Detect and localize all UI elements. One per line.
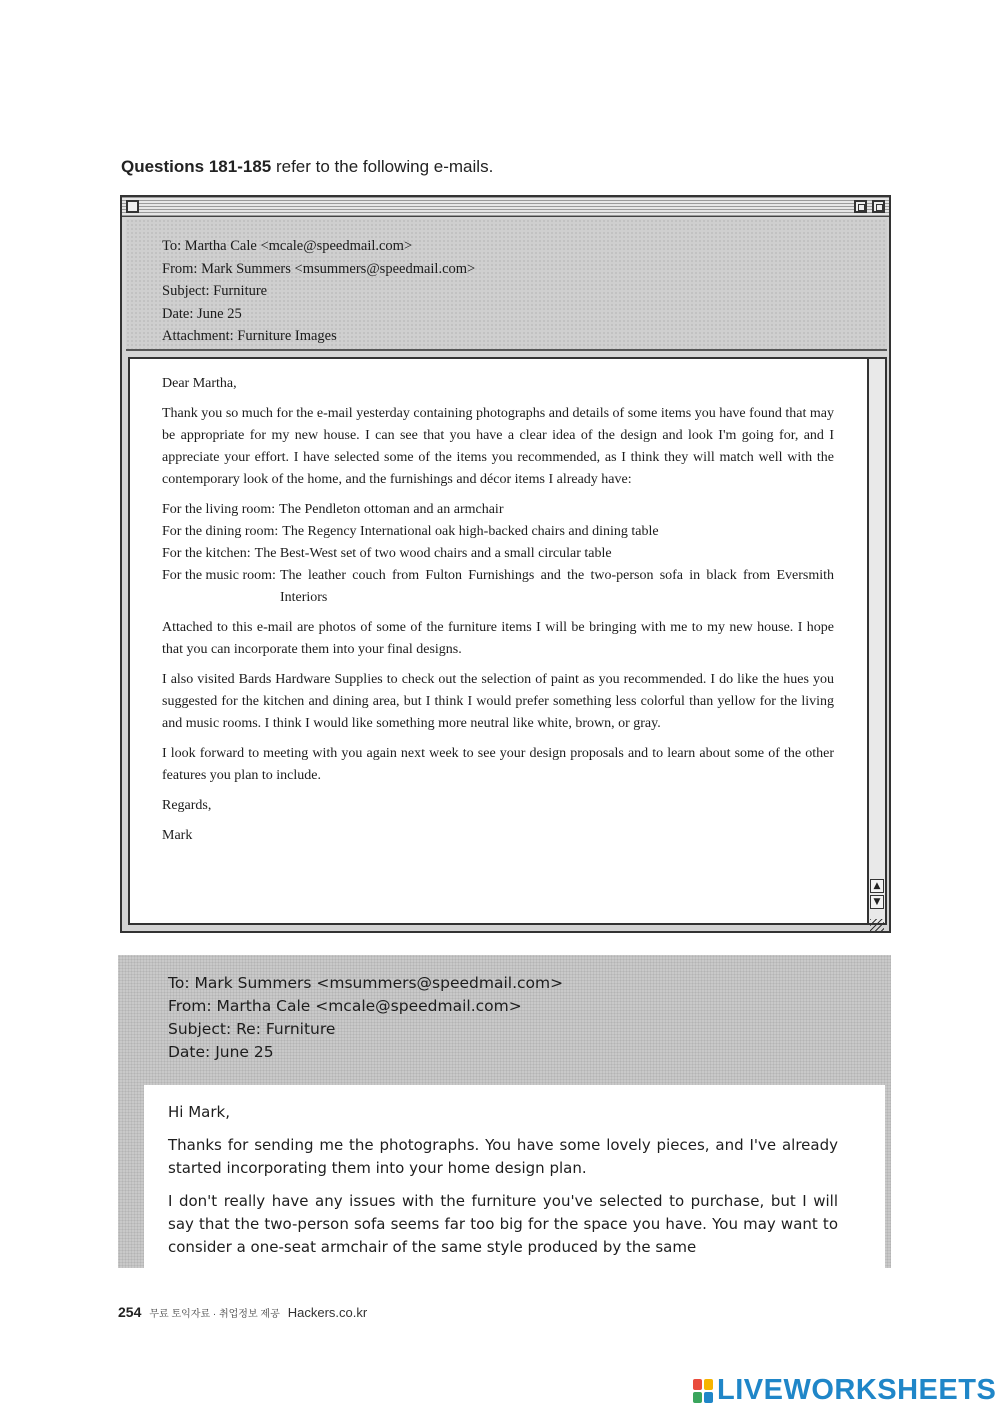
liveworksheets-logo-icon xyxy=(693,1379,713,1403)
footer-korean-text: 무료 토익자료 · 취업정보 제공 xyxy=(149,1309,280,1320)
email1-attachment: Attachment: Furniture Images xyxy=(162,328,337,344)
page-footer xyxy=(118,1304,367,1320)
email2-greeting: Hi Mark, xyxy=(168,1103,230,1121)
email1-header xyxy=(126,219,887,351)
email1-date: Date: June 25 xyxy=(162,305,242,322)
close-box-icon[interactable] xyxy=(126,200,139,213)
footer-site-link[interactable]: Hackers.co.kr xyxy=(287,1305,368,1320)
email1-subject: Subject: Furniture xyxy=(162,283,268,299)
window-titlebar[interactable] xyxy=(122,197,889,217)
logo-block xyxy=(704,1392,713,1403)
email1-window xyxy=(120,195,891,933)
zoom-box-icon[interactable] xyxy=(854,200,867,213)
email2-to: To: Mark Summers <msummers@speedmail.com> xyxy=(168,974,564,992)
email2-window xyxy=(118,955,891,1268)
list-item-label: For the living room: xyxy=(162,502,276,517)
email2-date: Date: June 25 xyxy=(168,1043,274,1061)
email1-body xyxy=(128,357,867,925)
list-item xyxy=(162,521,834,543)
liveworksheets-wordmark: LIVEWORKSHEETS xyxy=(717,1374,997,1406)
email1-paragraph-3: I also visited Bards Hardware Supplies to check out the selection of paint as you recommended. I do like the hues you suggested for the kitchen and dining area, but I think I would prefer something less colorful than yellow for the living and music rooms. I think I would like something more neutral like white, brown, or gray. xyxy=(162,672,834,731)
logo-block xyxy=(693,1392,702,1403)
list-item xyxy=(162,499,834,521)
email2-body xyxy=(144,1085,885,1268)
email2-header xyxy=(168,972,563,1064)
list-item xyxy=(162,565,834,609)
list-item-value: The Regency International oak high-backed chairs and dining table xyxy=(282,524,659,539)
list-item-value: The leather couch from Fulton Furnishings and the two-person sofa in black from Eversmith Interiors xyxy=(279,568,834,605)
scroll-down-icon[interactable]: ▼ xyxy=(870,895,884,909)
email1-furniture-list xyxy=(162,499,834,609)
vertical-scrollbar[interactable] xyxy=(867,357,887,925)
questions-range: Questions 181-185 xyxy=(121,157,272,176)
liveworksheets-brand xyxy=(693,1374,996,1407)
email2-from: From: Martha Cale <mcale@speedmail.com> xyxy=(168,997,522,1015)
list-item-label: For the kitchen: xyxy=(162,546,251,561)
email2-paragraph-2: I don't really have any issues with the furniture you've selected to purchase, but I will say that the two-person sofa seems far too big for the space you have. You may want to consider a one-seat armchair of the same style produced by the same xyxy=(168,1192,838,1256)
questions-refer-text: refer to the following e-mails. xyxy=(271,157,494,176)
collapse-box-icon[interactable] xyxy=(872,200,885,213)
questions-heading xyxy=(121,157,493,177)
email1-signature: Mark xyxy=(162,828,193,843)
list-item-value: The Pendleton ottoman and an armchair xyxy=(279,502,504,517)
email1-from: From: Mark Summers <msummers@speedmail.com> xyxy=(162,260,476,277)
email1-paragraph-4: I look forward to meeting with you again next week to see your design proposals and to learn about some of the other features you plan to include. xyxy=(162,746,834,783)
resize-grip-icon[interactable] xyxy=(870,919,884,931)
email1-paragraph-1: Thank you so much for the e-mail yesterday containing photographs and details of some items you have found that may be appropriate for my new house. I can see that you have a clear idea of the design and look I'm going for, and I appreciate your effort. I have selected some of the items you recommended, as I think they will match well with the contemporary look of the home, and the furnishings and décor items I already have: xyxy=(162,406,834,487)
email1-paragraph-2: Attached to this e-mail are photos of some of the furniture items I will be bringing with me to my new house. I hope that you can incorporate them into your final designs. xyxy=(162,620,834,657)
logo-block xyxy=(693,1379,702,1390)
email1-closing: Regards, xyxy=(162,798,212,813)
logo-block xyxy=(704,1379,713,1390)
list-item-value: The Best-West set of two wood chairs and a small circular table xyxy=(254,546,612,561)
list-item-label: For the dining room: xyxy=(162,524,279,539)
email1-to: To: Martha Cale <mcale@speedmail.com> xyxy=(162,238,413,254)
page-number: 254 xyxy=(118,1304,142,1320)
email2-paragraph-1: Thanks for sending me the photographs. You have some lovely pieces, and I've already started incorporating them into your home design plan. xyxy=(168,1136,838,1177)
list-item xyxy=(162,543,834,565)
email1-greeting: Dear Martha, xyxy=(162,376,237,391)
list-item-label: For the music room: xyxy=(162,568,276,583)
email2-subject: Subject: Re: Furniture xyxy=(168,1020,336,1038)
scroll-up-icon[interactable]: ▲ xyxy=(870,879,884,893)
